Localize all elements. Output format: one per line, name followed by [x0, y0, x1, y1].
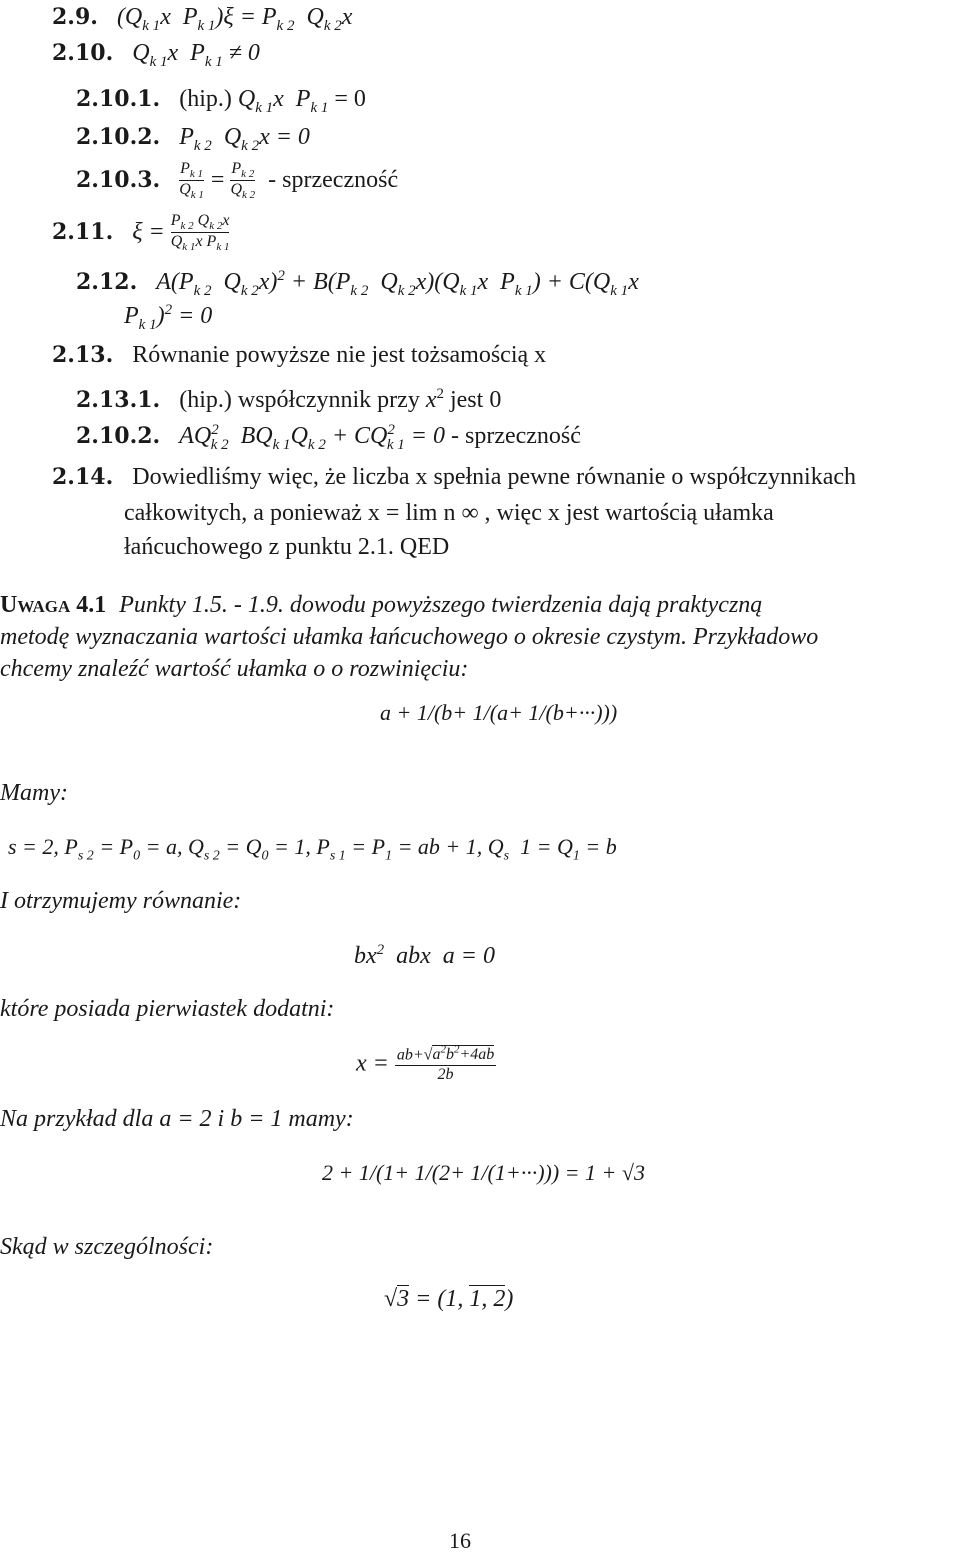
step-number: 2.11.: [52, 218, 114, 245]
step-2-14-cont: [124, 500, 774, 528]
pierwiastek-label: [0, 996, 334, 1024]
equation-text: 2 + 1/(1+ 1/(2+ 1/(1+···))) = 1 + √3: [322, 1160, 645, 1185]
fraction: $\frac{P_{k 1}}{Q_{k 1}}$: [179, 160, 204, 202]
fraction: $\frac{ab+√a^2b^2+4ab}{2b}$: [396, 1044, 495, 1083]
remark-label: Uwaga 4.1: [0, 592, 107, 618]
continued-fraction-equation: [380, 700, 617, 726]
remark-line-2: [0, 624, 818, 652]
final-equation: [384, 1286, 513, 1314]
equation-text: √3 = (1, 1, 2): [384, 1286, 514, 1312]
step-number: 2.13.1.: [76, 387, 161, 413]
fraction: $\frac{P_{k 2} Q_{k 2}x}{Q_{k 1}x P_{k 1}}$: [170, 212, 230, 254]
mamy-label: [0, 780, 68, 808]
label-text: Na przykład dla a = 2 i b = 1 mamy:: [0, 1106, 354, 1132]
label-text: I otrzymujemy równanie:: [0, 888, 242, 914]
step-formula: (hip.) $Q_{k 1}x$ $P_{k 1} = 0$: [179, 86, 366, 116]
label-text: Mamy:: [0, 780, 68, 806]
step-text: łańcuchowego z punktu 2.1. QED: [124, 534, 450, 560]
otrzymujemy-label: [0, 888, 241, 916]
quadratic-equation: [354, 942, 495, 971]
step-2-12: [76, 268, 651, 300]
step-formula: $P_{k 1})^2 = 0$: [124, 302, 213, 333]
s-equation: [8, 834, 617, 864]
step-formula: $A(P_{k 2}$ $Q_{k 2}x)^2 + B(P_{k 2}$ $Q_{k 2}x)(Q_{k 1}x$ $P_{k 1}) + C(Q_{k 1}x$: [156, 268, 651, 299]
label-text: Skąd w szczególności:: [0, 1234, 214, 1260]
skad-label: [0, 1234, 213, 1262]
equation-text: $bx^2$ abx a = 0: [354, 942, 496, 969]
step-2-14-cont2: [124, 534, 449, 562]
step-formula: ($Q_{k 1}x$ $P_{k 1})\xi = P_{k 2}$ $Q_{k 2}x$: [116, 4, 353, 34]
step-2-10-3: 2.10.3. $\frac{P_{k 1}}{Q_{k 1}}$ = $\frac{P_{k 2}}{Q_{k 2}}$ - sprzeczność: [76, 160, 399, 202]
step-formula: $AQ^2_{k 2}$ $BQ_{k 1}Q_{k 2} + CQ^2_{k 1} = 0$ - sprzeczność: [179, 422, 581, 453]
step-formula: $Q_{k 1}x$ $P_{k 1} \ne 0$: [132, 40, 260, 70]
step-2-10: [52, 40, 260, 71]
step-number: 2.10.2.: [76, 124, 161, 150]
remark-text: chcemy znaleźć wartość ułamka o o rozwinięciu:: [0, 656, 469, 682]
step-2-13-1: [76, 386, 501, 415]
page-number: 16: [449, 1528, 471, 1553]
remark-line-3: [0, 656, 468, 684]
equation-text: a + 1/(b+ 1/(a+ 1/(b+···))): [380, 700, 618, 725]
step-number: 2.12.: [76, 269, 138, 295]
step-2-11: 2.11. ξ = $\frac{P_{k 2} Q_{k 2}x}{Q_{k 1}x P_{k 1}}$: [52, 212, 230, 254]
step-2-12-cont: [124, 302, 212, 334]
step-number: 2.14.: [52, 464, 114, 490]
step-formula: (hip.) współczynnik przy $x^2$ jest 0: [179, 386, 502, 413]
step-2-14: [52, 464, 856, 492]
remark-line-1: [0, 592, 762, 620]
przyklad-label: [0, 1106, 354, 1134]
remark-text: metodę wyznaczania wartości ułamka łańcuchowego o okresie czystym. Przykładowo: [0, 624, 819, 650]
step-number: 2.10.2.: [76, 423, 161, 449]
step-number: 2.10.3.: [76, 166, 161, 193]
step-text: Równanie powyższe nie jest tożsamością x: [132, 342, 547, 368]
remark-text: Punkty 1.5. - 1.9. dowodu powyższego twierdzenia dają praktyczną: [119, 592, 763, 618]
step-2-10-2b: [76, 422, 581, 454]
step-text: Dowiedliśmy więc, że liczba x spełnia pewne równanie o współczynnikach: [132, 464, 857, 490]
step-number: 2.9.: [52, 4, 98, 30]
step-2-9: [52, 4, 352, 35]
step-number: 2.10.: [52, 40, 114, 66]
equation-text: s = 2, $P_{s 2} = P_0 = a$, $Q_{s 2} = Q_0 = 1$, $P_{s 1} = P_1$ = ab + 1, $Q_s$ $1 = Q_1 = b$: [8, 834, 617, 864]
step-2-13: [52, 342, 546, 370]
fraction: $\frac{P_{k 2}}{Q_{k 2}}$: [230, 160, 256, 202]
step-2-10-2: [76, 124, 310, 155]
root-equation: x = $\frac{ab+√a^2b^2+4ab}{2b}$: [356, 1044, 495, 1083]
step-number: 2.10.1.: [76, 86, 161, 112]
step-2-10-1: [76, 86, 366, 117]
example-equation: [322, 1160, 645, 1186]
step-formula: $P_{k 2}$ $Q_{k 2}x = 0$: [179, 124, 310, 154]
step-text: całkowitych, a ponieważ x = lim n ∞ , więc x jest wartością ułamka: [124, 500, 774, 526]
step-number: 2.13.: [52, 342, 114, 368]
label-text: które posiada pierwiastek dodatni:: [0, 996, 335, 1022]
